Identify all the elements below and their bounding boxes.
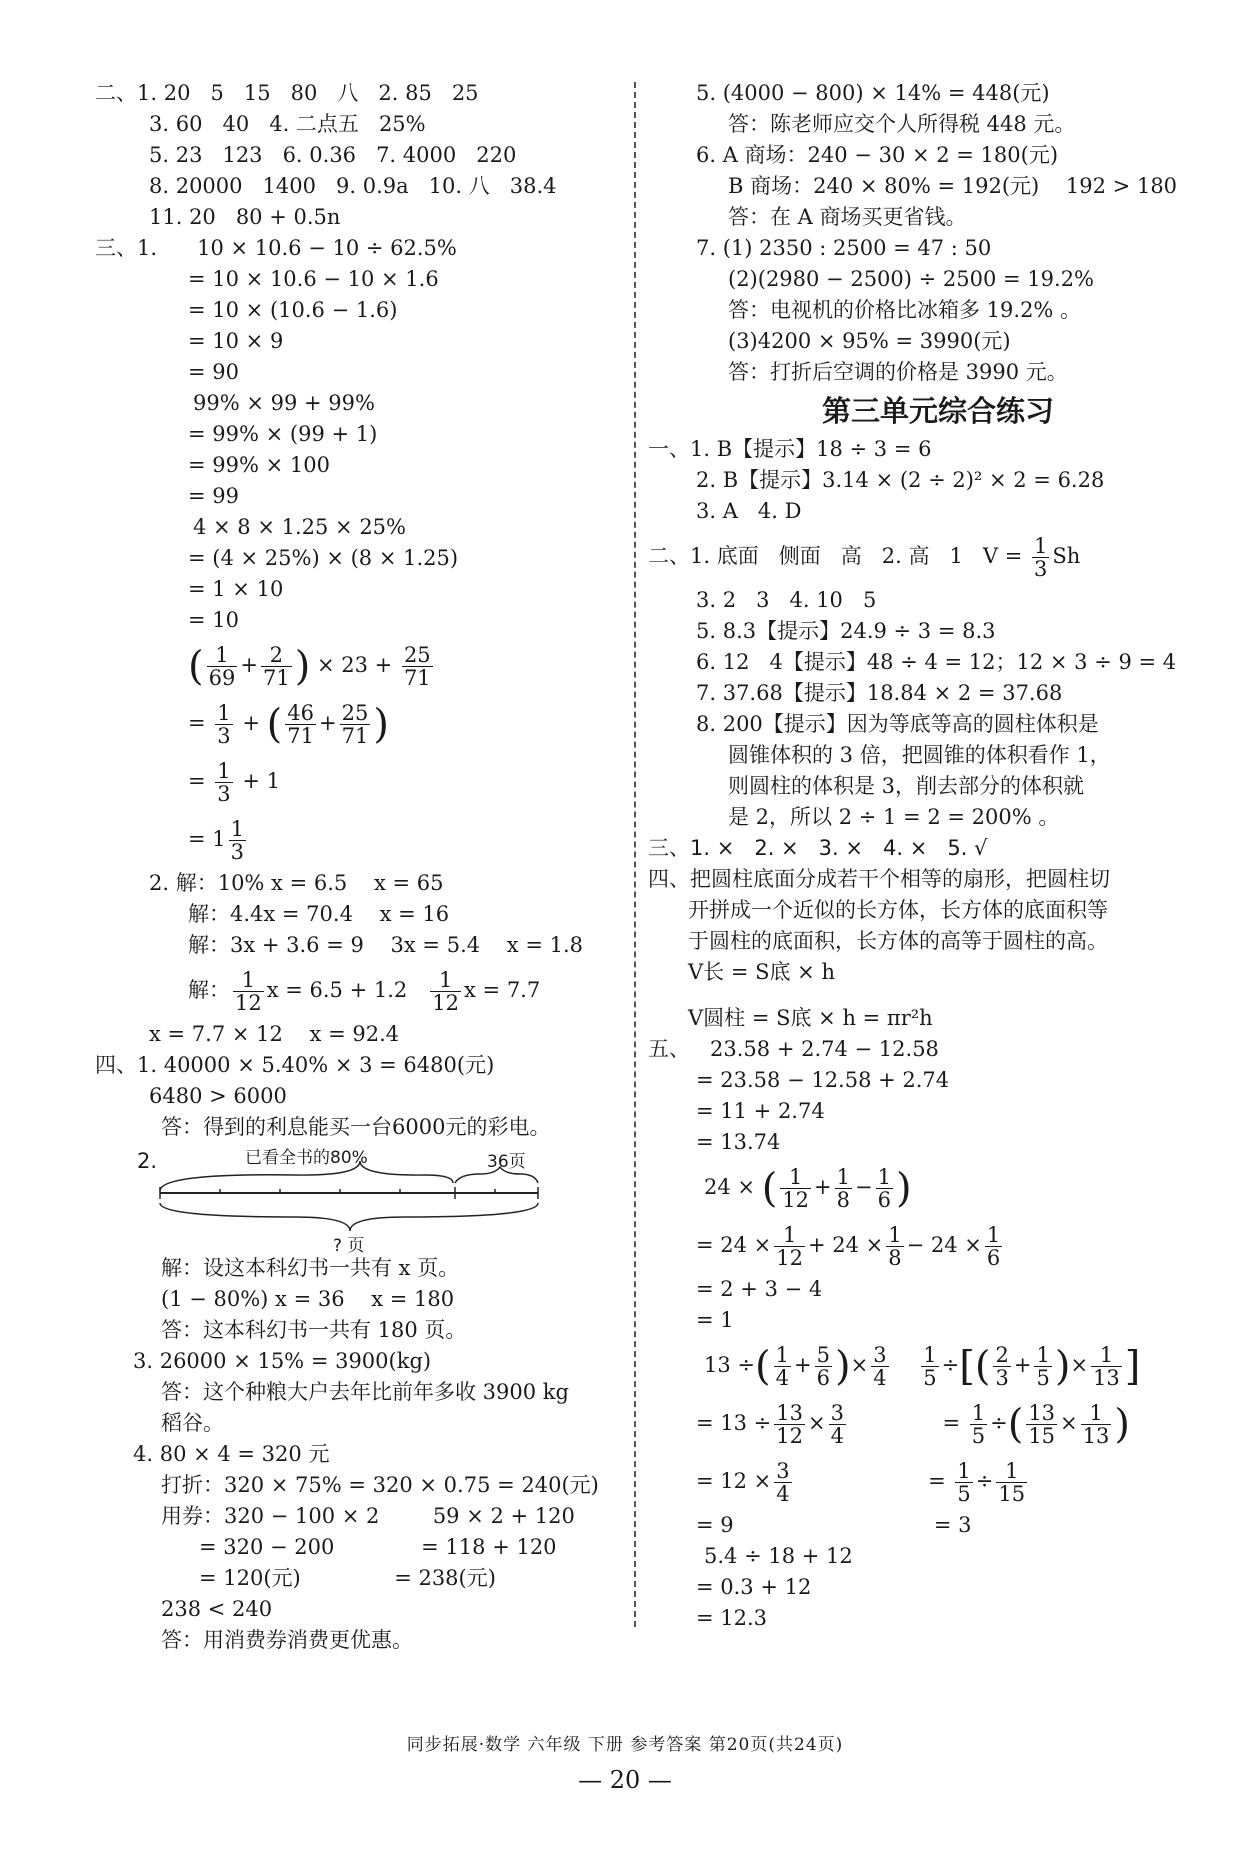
answer-line: 用券：320 − 100 × 2 59 × 2 + 120 <box>161 1504 575 1528</box>
answer-line: 开拼成一个近似的长方体，长方体的底面积等 <box>688 898 1108 922</box>
page-number: — 20 — <box>578 1766 672 1794</box>
calc-step: = 10 × 9 <box>188 329 284 353</box>
diagram-label: 36页 <box>487 1152 526 1172</box>
answer-line: 解：3x + 3.6 = 9 3x = 5.4 x = 1.8 <box>188 933 583 957</box>
answer-line: 2. 解：10% x = 6.5 x = 65 <box>149 871 444 895</box>
answer-line: (2)(2980 − 2500) ÷ 2500 = 19.2% <box>728 267 1095 291</box>
answer-line: (1 − 80%) x = 36 x = 180 <box>161 1287 455 1311</box>
answer-line: 答：在 A 商场买更省钱。 <box>728 205 967 229</box>
answer-line: (3)4200 × 95% = 3990(元) <box>728 329 1011 353</box>
fraction-step: ( $\frac{1}{69}$ + $\frac{2}{71}$ ) × 23 + $\frac{25}{71}$ <box>188 643 431 690</box>
answer-line: 五、 23.58 + 2.74 − 12.58 <box>648 1037 939 1061</box>
calc-step: = 9 = 3 <box>696 1513 972 1537</box>
calc-step: = 23.58 − 12.58 + 2.74 <box>696 1068 950 1092</box>
answer-line: 是 2，所以 2 ÷ 1 = 2 = 200% 。 <box>728 805 1060 829</box>
diagram-label: 已看全书的80% <box>245 1148 368 1168</box>
fraction-step: = 1 $\frac{1}{3}$ <box>188 817 245 864</box>
answer-line: 圆锥体积的 3 倍，把圆锥的体积看作 1， <box>728 743 1111 767</box>
answer-line: 答：打折后空调的价格是 3990 元。 <box>728 360 1068 384</box>
calc-step: = 10 <box>188 608 239 632</box>
right-column <box>648 78 1208 1634</box>
answer-line: = 320 − 200 = 118 + 120 <box>199 1535 557 1559</box>
answer-line: 5. (4000 − 800) × 14% = 448(元) <box>696 81 1050 105</box>
diagram-label: ? 页 <box>333 1236 365 1256</box>
answer-line: x = 7.7 × 12 x = 92.4 <box>149 1022 400 1046</box>
calc-step: = 99% × 100 <box>188 453 330 477</box>
answer-line: 3. A 4. D <box>696 499 802 523</box>
answer-line: 答：电视机的价格比冰箱多 19.2% 。 <box>728 298 1082 322</box>
answer-line: 解：4.4x = 70.4 x = 16 <box>188 902 450 926</box>
calc-step: = 1 <box>696 1308 734 1332</box>
calc-step: = 99 <box>188 484 239 508</box>
calc-step: = 13.74 <box>696 1130 781 1154</box>
calc-step: = 10 × (10.6 − 1.6) <box>188 298 398 322</box>
line-segment-diagram <box>95 1143 640 1256</box>
answer-line: 8. 20000 1400 9. 0.9a 10. 八 38.4 <box>149 174 557 198</box>
answer-line: 答：这本科幻书一共有 180 页。 <box>161 1318 467 1342</box>
answer-line: 打折：320 × 75% = 320 × 0.75 = 240(元) <box>161 1473 599 1497</box>
answer-line: 答：陈老师应交个人所得税 448 元。 <box>728 112 1076 136</box>
answer-line: 2. B【提示】3.14 × (2 ÷ 2)² × 2 = 6.28 <box>696 468 1105 492</box>
answer-line: 答：用消费券消费更优惠。 <box>161 1628 413 1652</box>
answer-line: 5. 23 123 6. 0.36 7. 4000 220 <box>149 143 517 167</box>
calc-step: = 12.3 <box>696 1606 768 1630</box>
answer-line: 三、1. × 2. × 3. × 4. × 5. √ <box>648 836 988 860</box>
calc-step: = 2 + 3 − 4 <box>696 1277 823 1301</box>
calc-step: 10 × 10.6 − 10 ÷ 62.5% <box>197 236 457 260</box>
fraction-step: = $\frac{1}{3}$ + ( $\frac{46}{71}$ + $\frac{25}{71}$ ) <box>188 701 389 748</box>
calc-step: = (4 × 25%) × (8 × 1.25) <box>188 546 459 570</box>
answer-line: 一、1. B【提示】18 ÷ 3 = 6 <box>648 437 932 461</box>
answer-line: = 120(元) = 238(元) <box>199 1566 496 1590</box>
answer-line: 3. 2 3 4. 10 5 <box>696 588 877 612</box>
answer-line: 解： $\frac{1}{12}$ x = 6.5 + 1.2 $\frac{1}{12}$ x = 7.7 <box>188 968 541 1015</box>
answer-line: 四、把圆柱底面分成若干个相等的扇形，把圆柱切 <box>648 867 1110 891</box>
fraction-step: = 13 ÷ $\frac{13}{12}$ × $\frac{3}{4}$ = $\frac{1}{5}$ ÷( $\frac{13}{15}$ × $\frac{1}{13}$ ) <box>696 1401 1130 1448</box>
answer-line <box>95 233 640 264</box>
answer-line: 4. 80 × 4 = 320 元 <box>133 1442 330 1466</box>
section-title: 第三单元综合练习 <box>821 394 1054 428</box>
question-number: 2. <box>137 1149 158 1173</box>
fraction-step: 13 ÷( $\frac{1}{4}$ + $\frac{5}{6}$ )× $\frac{3}{4}$ $\frac{1}{5}$ ÷[( $\frac{2}{3}$ + $\frac{1}{5}$ )× $\frac{1}{13}$ ] <box>704 1343 1141 1390</box>
answer-line: 则圆柱的体积是 3，削去部分的体积就 <box>728 774 1085 798</box>
answer-line: 二、1. 20 5 15 80 八 2. 85 25 <box>95 81 479 105</box>
left-column <box>95 78 640 1656</box>
formula-line: V长 = S底 × h <box>688 960 835 984</box>
answer-line: 238 < 240 <box>161 1597 273 1621</box>
calc-step: = 99% × (99 + 1) <box>188 422 378 446</box>
answer-line: 稻谷。 <box>161 1411 224 1435</box>
calc-step: 4 × 8 × 1.25 × 25% <box>193 515 406 539</box>
calc-step: 99% × 99 + 99% <box>193 391 375 415</box>
answer-line: 于圆柱的底面积，长方体的高等于圆柱的高。 <box>688 929 1108 953</box>
answer-line: 6. A 商场：240 − 30 × 2 = 180(元) <box>696 143 1059 167</box>
formula-line: V圆柱 = S底 × h = πr²h <box>688 1006 933 1030</box>
answer-line: 11. 20 80 + 0.5n <box>149 205 341 229</box>
calc-step: = 10 × 10.6 − 10 × 1.6 <box>188 267 439 291</box>
fraction-step: 24 × ( $\frac{1}{12}$ + $\frac{1}{8}$ − $\frac{1}{6}$ ) <box>704 1165 912 1212</box>
calc-step: = 0.3 + 12 <box>696 1575 812 1599</box>
calc-step: = 1 × 10 <box>188 577 284 601</box>
section-label: 三、1. <box>95 236 158 260</box>
answer-line: 7. 37.68【提示】18.84 × 2 = 37.68 <box>696 681 1063 705</box>
answer-line: 二、1. 底面 侧面 高 2. 高 1 V = $\frac{1}{3}$ Sh <box>648 534 1081 581</box>
answer-line: 8. 200【提示】因为等底等高的圆柱体积是 <box>696 712 1099 736</box>
answer-line: 5. 8.3【提示】24.9 ÷ 3 = 8.3 <box>696 619 996 643</box>
answer-line: 6480 > 6000 <box>149 1084 287 1108</box>
answer-line: B 商场：240 × 80% = 192(元) 192 > 180 <box>728 174 1178 198</box>
calc-step: = 90 <box>188 360 239 384</box>
answer-line: 3. 26000 × 15% = 3900(kg) <box>133 1349 432 1373</box>
fraction-step: = 24 × $\frac{1}{12}$ + 24 × $\frac{1}{8}$ − 24 × $\frac{1}{6}$ <box>696 1223 1001 1270</box>
fraction-step: = $\frac{1}{3}$ + 1 <box>188 759 280 806</box>
answer-line: 答：这个种粮大户去年比前年多收 3900 kg <box>161 1380 569 1404</box>
answer-line: 答：得到的利息能买一台6000元的彩电。 <box>161 1115 551 1139</box>
fraction-step: = 12 × $\frac{3}{4}$ = $\frac{1}{5}$ ÷ $\frac{1}{15}$ <box>696 1459 1026 1506</box>
answer-line: 解：设这本科幻书一共有 x 页。 <box>161 1256 460 1280</box>
answer-line: 四、1. 40000 × 5.40% × 3 = 6480(元) <box>95 1053 495 1077</box>
calc-step: = 11 + 2.74 <box>696 1099 825 1123</box>
calc-step: 5.4 ÷ 18 + 12 <box>704 1544 853 1568</box>
answer-line: 6. 12 4【提示】48 ÷ 4 = 12；12 × 3 ÷ 9 = 4 <box>696 650 1177 674</box>
answer-line: 7. (1) 2350 : 2500 = 47 : 50 <box>696 236 992 260</box>
page-footer: 同步拓展·数学 六年级 下册 参考答案 第20页(共24页) <box>406 1735 844 1755</box>
answer-line: 3. 60 40 4. 二点五 25% <box>149 112 426 136</box>
